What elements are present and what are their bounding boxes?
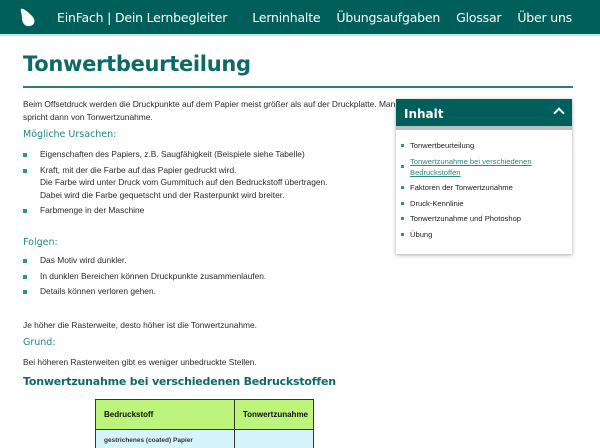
chevron-up-icon[interactable] [553, 107, 564, 118]
column-header: Tonwertzunahme [234, 400, 313, 430]
droplet-icon[interactable] [18, 7, 38, 27]
causes-list [23, 148, 328, 220]
list-item: In dunklen Bereichen können Druckpunkte zusammenlaufen. [23, 270, 266, 283]
toc-item[interactable]: Tonwertzunahme und Photoshop [401, 213, 572, 224]
tonwert-table [95, 399, 314, 448]
intro-line-2: spricht dann von Tonwertzunahme. [23, 112, 153, 122]
list-item: Details können verloren gehen. [23, 285, 266, 298]
effects-list [23, 254, 266, 301]
toc-title: Inhalt [404, 107, 444, 121]
list-item: Eigenschaften des Papiers, z.B. Saugfähigkeit (Beispiele siehe Tabelle) [23, 148, 328, 161]
effects-heading: Folgen: [23, 237, 58, 248]
statement-text: Je höher die Rasterweite, desto höher ist die Tonwertzunahme. [23, 320, 258, 330]
table-cell [234, 430, 313, 448]
brand-title[interactable]: EinFach | Dein Lernbegleiter [57, 10, 228, 25]
toc-item[interactable]: Tonwertbeurteilung [401, 140, 572, 151]
list-item: Farbmenge in der Maschine [23, 204, 328, 217]
nav-lerninhalte[interactable]: Lerninhalte [252, 10, 321, 25]
intro-line-1: Beim Offsetdruck werden die Druckpunkte auf dem Papier meist größer als auf der Druckplatte. Man [23, 99, 396, 109]
column-header: Bedruckstoff [96, 400, 235, 430]
toc-toggle[interactable] [396, 99, 572, 130]
cause-line: Kraft, mit der die Farbe auf das Papier gedruckt wird. [40, 164, 237, 175]
cause-line: Die Farbe wird unter Druck vom Gummituch auf den Bedruckstoff übertragen. [40, 177, 328, 187]
table-of-contents [396, 99, 572, 254]
toc-item[interactable]: Übung [401, 229, 572, 240]
list-item [23, 164, 328, 202]
nav-glossar[interactable]: Glossar [456, 10, 502, 25]
table-cell: gestrichenes (coated) Papier [96, 430, 235, 448]
toc-item[interactable]: Faktoren der Tonwertzunahme [401, 182, 572, 193]
nav-ueber-uns[interactable]: Über uns [517, 10, 572, 25]
toc-list [396, 130, 572, 240]
reason-heading: Grund: [23, 337, 56, 348]
table-row [96, 430, 314, 448]
table-header-row [96, 400, 314, 430]
section-title-bedruckstoffe: Tonwertzunahme bei verschiedenen Bedruckstoffen [23, 375, 336, 388]
list-item: Das Motiv wird dunkler. [23, 254, 266, 267]
main-nav [252, 10, 572, 25]
title-divider [23, 86, 573, 88]
top-navbar [0, 0, 600, 36]
intro-text [23, 98, 395, 124]
nav-uebungsaufgaben[interactable]: Übungsaufgaben [336, 10, 441, 25]
toc-item[interactable]: Druck-Kennlinie [401, 198, 572, 209]
toc-item-active[interactable]: Tonwertzunahme bei verschiedenen Bedruckstoffen [401, 156, 572, 178]
causes-heading: Mögliche Ursachen: [23, 129, 117, 140]
page-title: Tonwertbeurteilung [23, 52, 251, 76]
cause-line: Dabei wird die Farbe gequetscht und der Rasterpunkt wird breiter. [40, 189, 285, 200]
reason-text: Bei höheren Rasterweiten gibt es weniger unbedruckte Stellen. [23, 357, 257, 367]
